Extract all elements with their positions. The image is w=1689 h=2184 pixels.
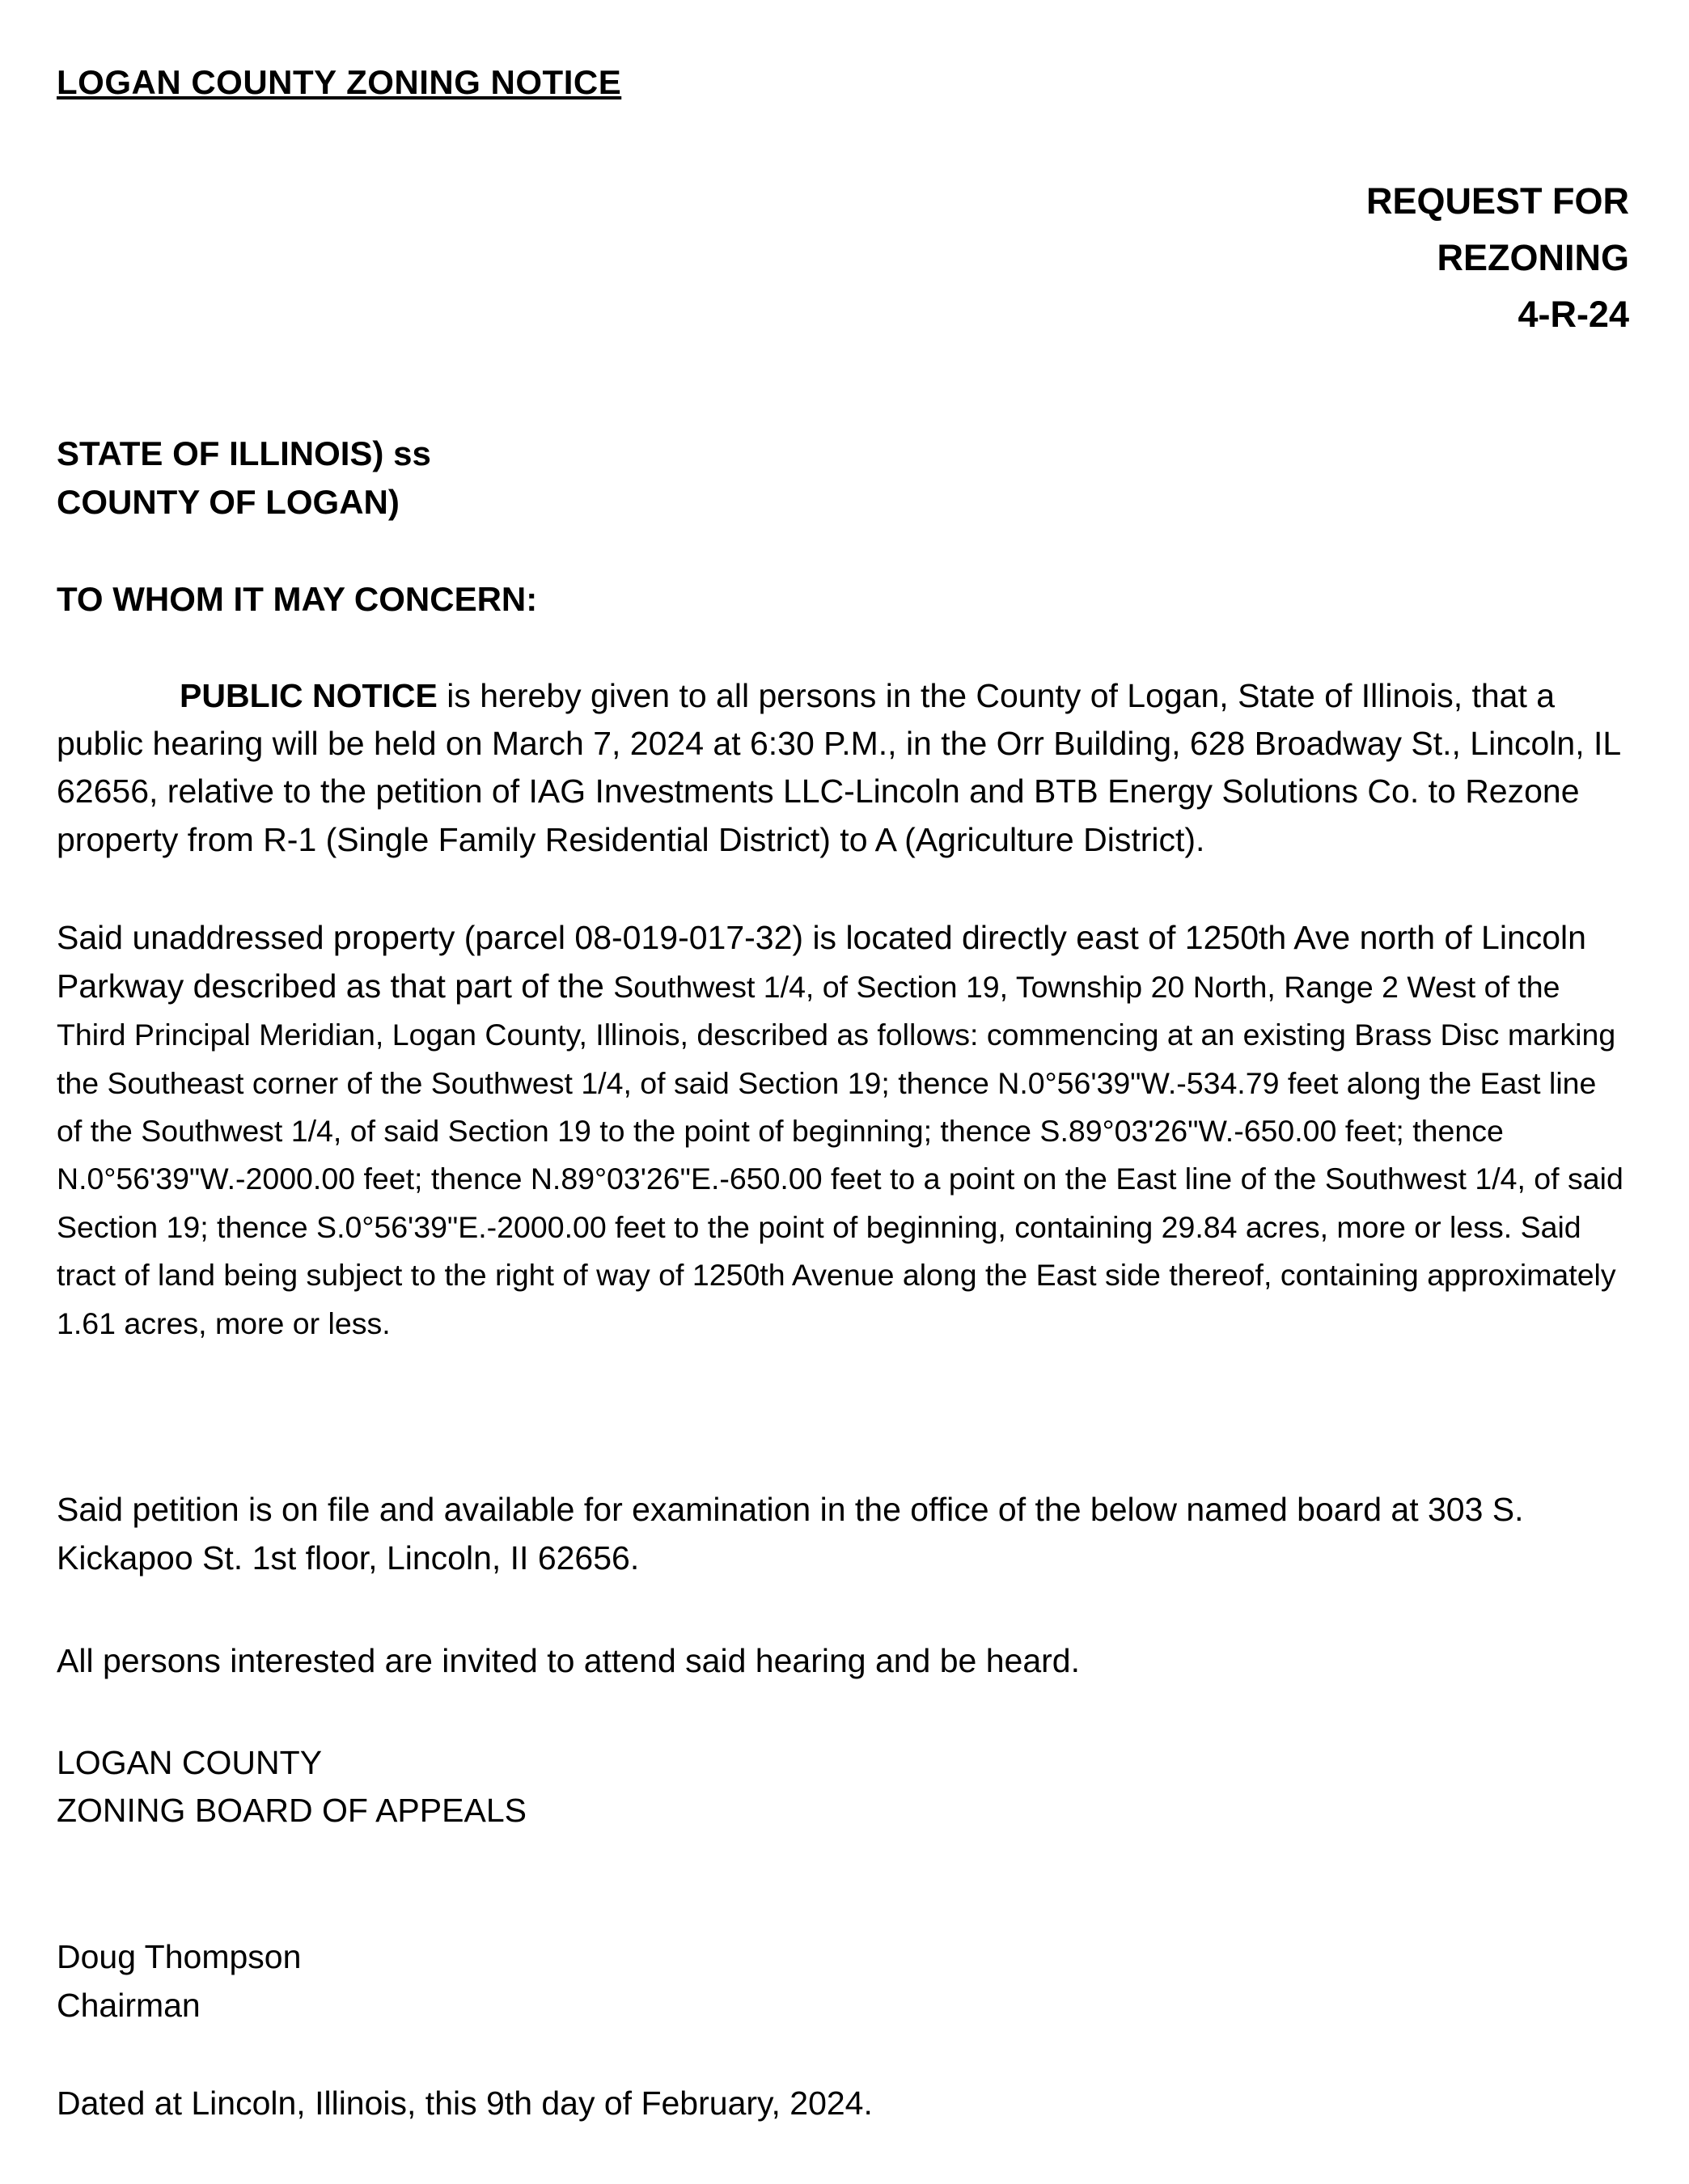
property-description-part1: Said unaddressed property (parcel 08-019-017-32) is located directly east of 1250th Ave north of Lincoln Parkway described as that part of the (57, 919, 1586, 1005)
board-line-2: ZONING BOARD OF APPEALS (57, 1791, 527, 1829)
board-block (57, 1739, 1629, 1835)
signature-block (57, 1933, 1629, 2030)
document-title: LOGAN COUNTY ZONING NOTICE (57, 63, 622, 101)
signer-name: Doug Thompson (57, 1938, 302, 1976)
county-line: COUNTY OF LOGAN) (57, 482, 400, 521)
salutation: TO WHOM IT MAY CONCERN: (57, 579, 538, 618)
request-line-2: REZONING (1437, 236, 1629, 278)
request-line-1: REQUEST FOR (1365, 180, 1629, 222)
state-block (57, 430, 1629, 526)
signer-title: Chairman (57, 1986, 201, 2024)
property-description-paragraph (57, 914, 1629, 1347)
petition-paragraph: Said petition is on file and available for examination in the office of the below named board at 303 S. Kickapoo St. 1st floor, Lincoln, II 62656. (57, 1491, 1524, 1577)
property-description-part2: Southwest 1/4, of Section 19, Township 20 North, Range 2 West of the Third Principal Meridian, Logan County, Illinois, described as follows: commencing at an existing Brass Disc marking the Southeast corner of the Southwest 1/4, of said Section 19; thence N.0°56'39"W.-534.79 feet along the East line of the Southwest 1/4, of said Section 19 to the point of beginning; thence S.89°03'26"W.-650.00 feet; thence N.0°56'39"W.-2000.00 feet; thence N.89°03'26"E.-650.00 feet to a point on the East line of the Southwest 1/4, of said Section 19; thence S.0°56'39"E.-2000.00 feet to the point of beginning, containing 29.84 acres, more or less. Said tract of land being subject to the right of way of 1250th Avenue along the East side thereof, containing approximately 1.61 acres, more or less. (57, 969, 1623, 1340)
request-block (57, 173, 1629, 342)
board-line-1: LOGAN COUNTY (57, 1743, 323, 1781)
case-number: 4-R-24 (1518, 293, 1629, 335)
dated-line: Dated at Lincoln, Illinois, this 9th day of February, 2024. (57, 2085, 873, 2123)
public-notice-body: is hereby given to all persons in the County of Logan, State of Illinois, that a public hearing will be held on March 7, 2024 at 6:30 P.M., in the Orr Building, 628 Broadway St., Lincoln, IL 62656, relative to the petition of IAG Investments LLC-Lincoln and BTB Energy Solutions Co. to Rezone property from R-1 (Single Family Residential District) to A (Agriculture District). (57, 676, 1620, 858)
state-line: STATE OF ILLINOIS) ss (57, 434, 431, 473)
invitation-paragraph: All persons interested are invited to attend said hearing and be heard. (57, 1642, 1080, 1680)
public-notice-paragraph (57, 672, 1629, 865)
public-notice-lead: PUBLIC NOTICE (180, 676, 438, 714)
